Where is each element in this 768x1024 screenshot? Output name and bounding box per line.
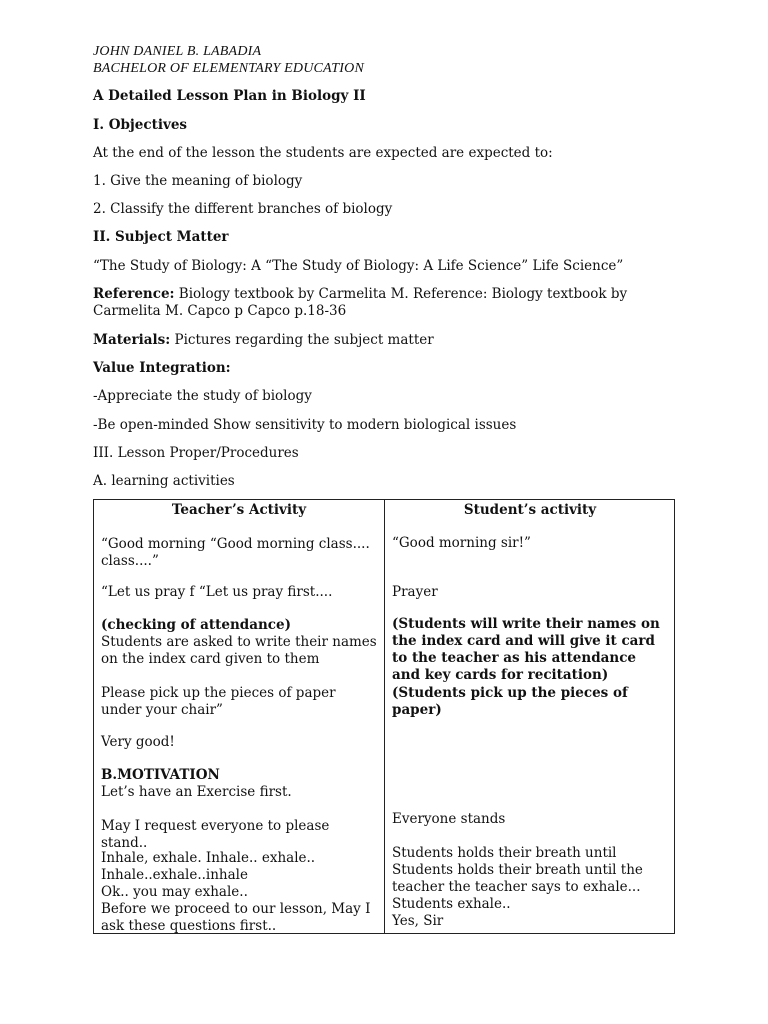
questions-text: Before we proceed to our lesson, May I ask these questions first.. [101, 901, 371, 934]
motivation-text: Let’s have an Exercise first. [101, 784, 292, 800]
reference-paragraph [93, 286, 683, 320]
attendance-label: (checking of attendance) [101, 617, 292, 633]
student-prayer: Prayer [392, 584, 438, 600]
materials-text: Pictures regarding the subject matter [170, 332, 434, 348]
student-paper: (Students pick up the pieces of paper) [392, 685, 628, 718]
teacher-activity-header: Teacher’s Activity [171, 502, 307, 518]
materials-paragraph [93, 332, 434, 349]
value-item: -Appreciate the study of biology [93, 388, 312, 404]
subject-topic: “The Study of Biology: A “The Study of Biology: A Life Science” Life Science” [93, 258, 624, 274]
learning-activities-heading: A. learning activities [93, 473, 235, 489]
author-program: BACHELOR OF ELEMENTARY EDUCATION [93, 61, 364, 76]
breath-text: Students holds their breath until Students holds their breath until the teacher the teacher says to exhale... [392, 845, 643, 895]
student-greeting: “Good morning sir!” [392, 535, 531, 551]
objectives-intro: At the end of the lesson the students are expected are expected to: [93, 145, 553, 161]
teacher-stand: May I request everyone to please stand.. [101, 818, 330, 851]
student-stands: Everyone stands [392, 811, 506, 827]
inhale-text: Inhale, exhale. Inhale.. exhale.. Inhale..exhale..inhale [101, 850, 316, 883]
teacher-paper: Please pick up the pieces of paper under your chair” [101, 685, 336, 718]
objective-item: 2. Classify the different branches of biology [93, 201, 393, 217]
document-title: A Detailed Lesson Plan in Biology II [93, 88, 366, 104]
teacher-attendance [101, 617, 377, 668]
reference-text: Biology textbook by Carmelita M. Reference: Biology textbook by Carmelita M. Capco p Capco p.18-36 [93, 286, 628, 319]
student-exhale: Students exhale.. [392, 896, 511, 912]
objectives-heading: I. Objectives [93, 117, 188, 133]
value-item: -Be open-minded Show sensitivity to modern biological issues [93, 417, 517, 433]
teacher-column [94, 500, 384, 933]
student-yes: Yes, Sir [392, 913, 444, 929]
reference-label: Reference: [93, 286, 175, 302]
teacher-greeting: “Good morning “Good morning class.... class....” [101, 536, 370, 569]
teacher-very-good: Very good! [101, 734, 175, 750]
subject-matter-heading: II. Subject Matter [93, 229, 229, 245]
objective-item: 1. Give the meaning of biology [93, 173, 303, 189]
student-activity-header: Student’s activity [463, 502, 597, 518]
student-attendance: (Students will write their names on the index card and will give it card to the teacher as his attendance and key cards for recitation) [392, 616, 660, 683]
teacher-breathing [101, 850, 377, 935]
author-name: JOHN DANIEL B. LABADIA [93, 44, 262, 59]
value-integration-heading: Value Integration: [93, 360, 231, 376]
procedures-heading: III. Lesson Proper/Procedures [93, 445, 299, 461]
attendance-text: Students are asked to write their names on the index card given to them [101, 634, 377, 667]
motivation-block [101, 767, 377, 801]
student-breathing [392, 845, 668, 930]
teacher-prayer: “Let us pray f “Let us pray first.... [101, 584, 333, 600]
exhale-text: Ok.. you may exhale.. [101, 884, 248, 900]
materials-label: Materials: [93, 332, 171, 348]
motivation-label: B.MOTIVATION [101, 767, 220, 783]
student-column [385, 500, 675, 933]
activities-table [93, 499, 675, 934]
